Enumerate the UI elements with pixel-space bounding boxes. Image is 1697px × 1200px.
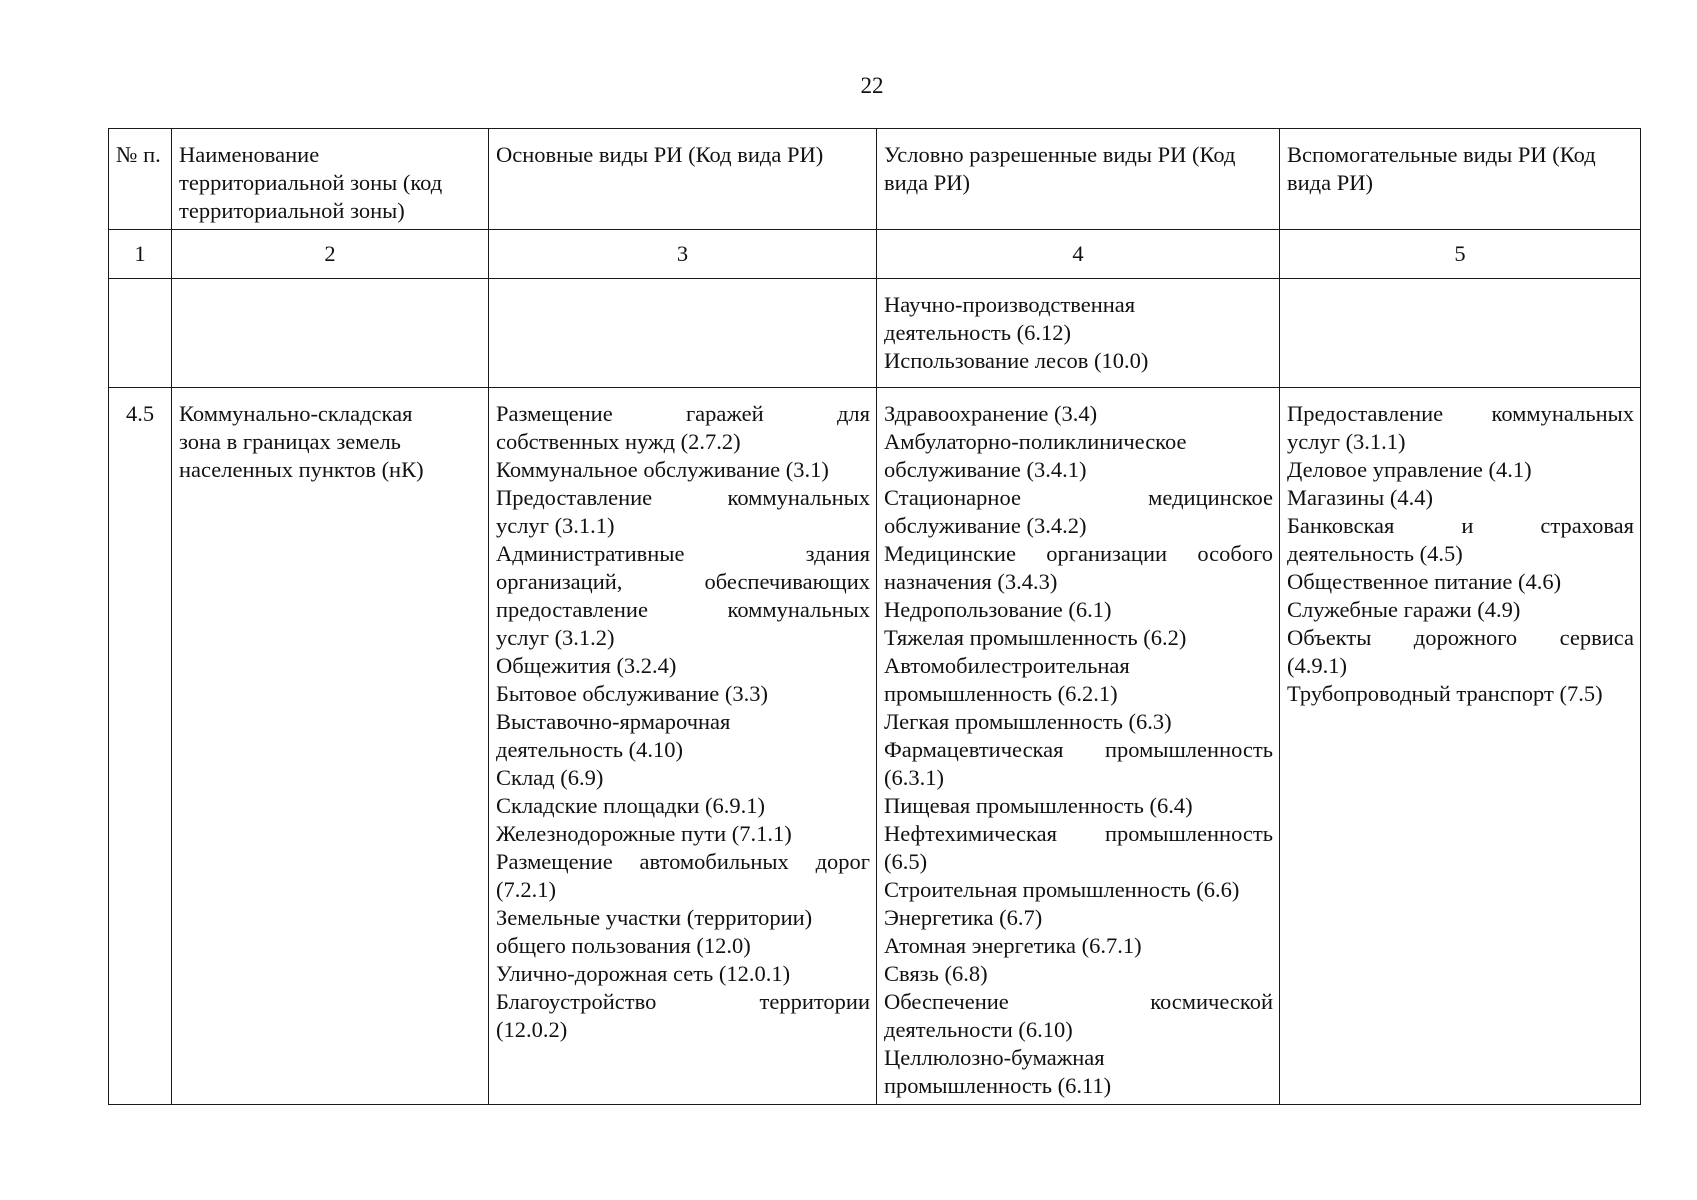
cell-line: Бытовое обслуживание (3.3) bbox=[496, 681, 768, 706]
continuation-number-cell bbox=[109, 279, 172, 388]
cell-line: услуг (3.1.2) bbox=[496, 625, 615, 650]
cell-line: Трубопроводный транспорт (7.5) bbox=[1287, 681, 1603, 706]
cell-line: Магазины (4.4) bbox=[1287, 485, 1434, 510]
column-number: 5 bbox=[1280, 230, 1641, 279]
continuation-row bbox=[109, 279, 1641, 388]
auxiliary-uses-list bbox=[1280, 388, 1641, 1105]
cell-line: деятельность (4.10) bbox=[496, 737, 684, 762]
cell-line: Железнодорожные пути (7.1.1) bbox=[496, 821, 792, 846]
cell-line: общего пользования (12.0) bbox=[496, 933, 751, 958]
table-header-row bbox=[109, 129, 1641, 230]
header-auxiliary-uses bbox=[1280, 129, 1641, 230]
cell-line: (4.9.1) bbox=[1287, 653, 1347, 678]
cell-line: Медицинские организации особого bbox=[884, 541, 1273, 566]
cell-line: обслуживание (3.4.1) bbox=[884, 457, 1087, 482]
cell-line: Предоставление коммунальных bbox=[1287, 401, 1634, 426]
cell-line: вида РИ) bbox=[884, 170, 970, 195]
cell-line: Склад (6.9) bbox=[496, 765, 604, 790]
column-number: 3 bbox=[489, 230, 877, 279]
cell-line: Складские площадки (6.9.1) bbox=[496, 793, 766, 818]
cell-line: Тяжелая промышленность (6.2) bbox=[884, 625, 1187, 650]
cell-line: назначения (3.4.3) bbox=[884, 569, 1058, 594]
cell-line: Энергетика (6.7) bbox=[884, 905, 1043, 930]
cell-line: услуг (3.1.1) bbox=[1287, 429, 1406, 454]
cell-line: Обеспечение космической bbox=[884, 989, 1273, 1014]
cell-line: Связь (6.8) bbox=[884, 961, 988, 986]
zone-name bbox=[172, 388, 489, 1105]
cell-line: Банковская и страховая bbox=[1287, 513, 1634, 538]
cell-line: Легкая промышленность (6.3) bbox=[884, 709, 1172, 734]
continuation-conditional-uses bbox=[877, 279, 1280, 388]
cell-line: Выставочно-ярмарочная bbox=[496, 709, 731, 734]
cell-line: Объекты дорожного сервиса bbox=[1287, 625, 1634, 650]
zone-row bbox=[109, 388, 1641, 1105]
cell-line: промышленность (6.2.1) bbox=[884, 681, 1118, 706]
cell-line: деятельность (4.5) bbox=[1287, 541, 1463, 566]
cell-line: Пищевая промышленность (6.4) bbox=[884, 793, 1193, 818]
cell-line: (7.2.1) bbox=[496, 877, 556, 902]
cell-line: (12.0.2) bbox=[496, 1017, 568, 1042]
cell-line: Наименование bbox=[179, 142, 320, 167]
continuation-zone-cell bbox=[172, 279, 489, 388]
cell-line: Улично-дорожная сеть (12.0.1) bbox=[496, 961, 791, 986]
header-main-uses bbox=[489, 129, 877, 230]
header-conditional-uses bbox=[877, 129, 1280, 230]
cell-line: организаций, обеспечивающих bbox=[496, 569, 870, 594]
cell-line: Условно разрешенные виды РИ (Код bbox=[884, 142, 1236, 167]
column-number: 1 bbox=[109, 230, 172, 279]
column-number: 4 bbox=[877, 230, 1280, 279]
cell-line: (6.5) bbox=[884, 849, 928, 874]
cell-line: Размещение автомобильных дорог bbox=[496, 849, 870, 874]
cell-line: Строительная промышленность (6.6) bbox=[884, 877, 1240, 902]
zone-number bbox=[109, 388, 172, 1105]
cell-line: обслуживание (3.4.2) bbox=[884, 513, 1087, 538]
cell-line: деятельность (6.12) bbox=[884, 320, 1072, 345]
continuation-auxiliary-cell bbox=[1280, 279, 1641, 388]
column-number: 2 bbox=[172, 230, 489, 279]
cell-line: вида РИ) bbox=[1287, 170, 1373, 195]
cell-line: Амбулаторно-поликлиническое bbox=[884, 429, 1187, 454]
cell-line: Использование лесов (10.0) bbox=[884, 348, 1149, 373]
cell-line: населенных пунктов (нК) bbox=[179, 457, 424, 482]
cell-line: зона в границах земель bbox=[179, 429, 401, 454]
cell-line: деятельности (6.10) bbox=[884, 1017, 1073, 1042]
header-zone-name bbox=[172, 129, 489, 230]
cell-line: Здравоохранение (3.4) bbox=[884, 401, 1098, 426]
cell-line: Земельные участки (территории) bbox=[496, 905, 813, 930]
cell-line: Коммунально-складская bbox=[179, 401, 413, 426]
cell-line: (6.3.1) bbox=[884, 765, 944, 790]
cell-line: предоставление коммунальных bbox=[496, 597, 870, 622]
cell-line: Предоставление коммунальных bbox=[496, 485, 870, 510]
continuation-main-cell bbox=[489, 279, 877, 388]
header-number bbox=[109, 129, 172, 230]
cell-line: Административные здания bbox=[496, 541, 870, 566]
cell-line: Основные виды РИ (Код вида РИ) bbox=[496, 142, 824, 167]
cell-line: Вспомогательные виды РИ (Код bbox=[1287, 142, 1596, 167]
cell-line: Деловое управление (4.1) bbox=[1287, 457, 1532, 482]
cell-line: Благоустройство территории bbox=[496, 989, 870, 1014]
page-number: 22 bbox=[860, 73, 884, 98]
cell-line: Размещение гаражей для bbox=[496, 401, 870, 426]
cell-line: Недропользование (6.1) bbox=[884, 597, 1112, 622]
cell-line: промышленность (6.11) bbox=[884, 1073, 1112, 1098]
column-numbers-row bbox=[109, 230, 1641, 279]
cell-line: собственных нужд (2.7.2) bbox=[496, 429, 741, 454]
cell-line: Общественное питание (4.6) bbox=[1287, 569, 1562, 594]
cell-line: Коммунальное обслуживание (3.1) bbox=[496, 457, 829, 482]
zone-number-text: 4.5 bbox=[125, 401, 155, 426]
cell-line: Автомобилестроительная bbox=[884, 653, 1130, 678]
cell-line: Общежития (3.2.4) bbox=[496, 653, 677, 678]
cell-line: Атомная энергетика (6.7.1) bbox=[884, 933, 1142, 958]
conditional-uses-list bbox=[877, 388, 1280, 1105]
cell-line: Служебные гаражи (4.9) bbox=[1287, 597, 1521, 622]
cell-line: Целлюлозно-бумажная bbox=[884, 1045, 1105, 1070]
cell-line: территориальной зоны (код bbox=[179, 170, 443, 195]
cell-line: Нефтехимическая промышленность bbox=[884, 821, 1273, 846]
cell-line: Стационарное медицинское bbox=[884, 485, 1273, 510]
zoning-table bbox=[108, 128, 1641, 1105]
main-uses-list bbox=[489, 388, 877, 1105]
cell-line: территориальной зоны) bbox=[179, 198, 405, 223]
header-number-text: № п. bbox=[116, 142, 161, 167]
cell-line: услуг (3.1.1) bbox=[496, 513, 615, 538]
cell-line: Фармацевтическая промышленность bbox=[884, 737, 1273, 762]
cell-line: Научно-производственная bbox=[884, 292, 1136, 317]
